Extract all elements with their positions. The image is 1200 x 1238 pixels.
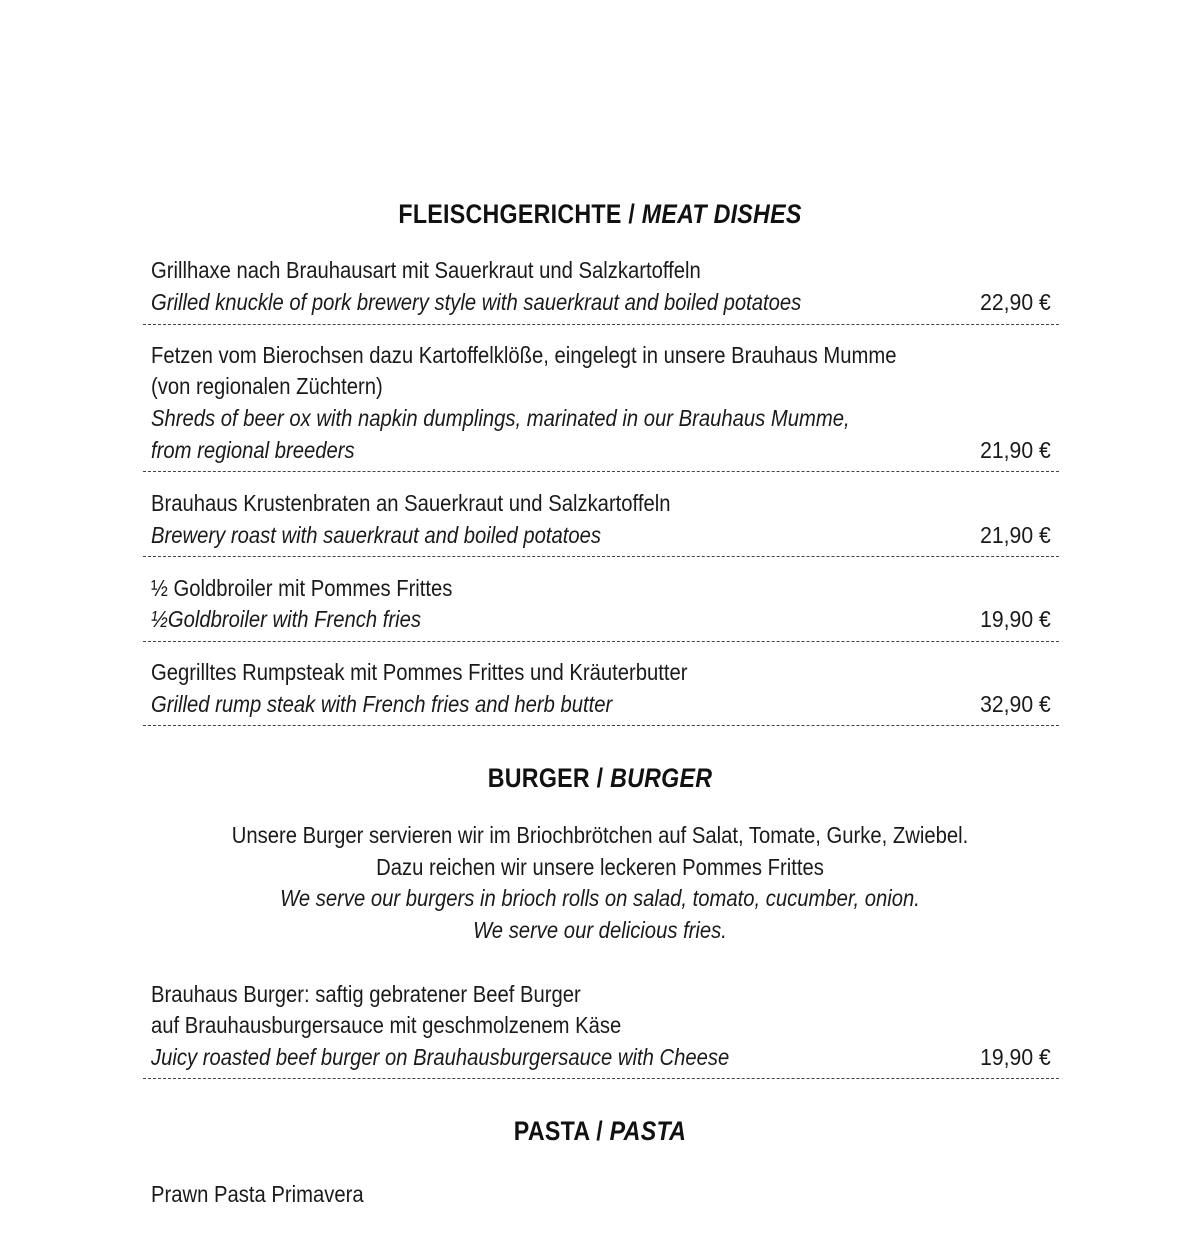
item-name-en: Brewery roast with sauerkraut and boiled potatoes <box>151 522 602 548</box>
item-price: 32,90 € <box>980 691 1051 717</box>
item-name-en: Shreds of beer ox with napkin dumplings, marinated in our Brauhaus Mumme, <box>151 405 850 431</box>
menu-item-grillhaxe <box>143 254 1059 325</box>
section-title-de: FLEISCHGERICHTE <box>398 199 622 229</box>
item-name-de: Grillhaxe nach Brauhausart mit Sauerkraut und Salzkartoffeln <box>151 257 701 283</box>
item-price: 19,90 € <box>980 606 1051 632</box>
item-name-de: auf Brauhausburgersauce mit geschmolzenem Käse <box>151 1012 622 1038</box>
section-title-meat-dishes <box>84 199 1116 230</box>
section-title-en: BURGER <box>610 763 713 793</box>
item-price: 22,90 € <box>980 289 1051 315</box>
item-price: 21,90 € <box>980 522 1051 548</box>
item-name-de: Brauhaus Burger: saftig gebratener Beef Burger <box>151 981 581 1007</box>
burger-intro-de: Unsere Burger servieren wir im Briochbrötchen auf Salat, Tomate, Gurke, Zwiebel. <box>231 822 969 848</box>
item-name-en: Grilled knuckle of pork brewery style with sauerkraut and boiled potatoes <box>151 289 802 315</box>
item-name-de: Gegrilltes Rumpsteak mit Pommes Frittes und Kräuterbutter <box>151 659 688 685</box>
menu-item-bierochsen <box>143 339 1059 472</box>
item-name-en: ½Goldbroiler with French fries <box>151 606 421 632</box>
burger-intro-de: Dazu reichen wir unsere leckeren Pommes Frittes <box>376 853 824 880</box>
menu-item-goldbroiler <box>143 572 1059 642</box>
section-title-burger <box>84 763 1116 794</box>
burger-intro-en: We serve our burgers in brioch rolls on salad, tomato, cucumber, onion. <box>280 885 920 911</box>
item-name-en: from regional breeders <box>151 437 355 463</box>
menu-item-rumpsteak <box>143 656 1059 726</box>
item-name-de: Fetzen vom Bierochsen dazu Kartoffelklöße, eingelegt in unsere Brauhaus Mumme <box>151 342 897 368</box>
section-title-de: PASTA <box>513 1116 590 1146</box>
section-title-separator: / <box>596 763 604 793</box>
section-title-pasta <box>84 1116 1116 1147</box>
item-name-en: Juicy roasted beef burger on Brauhausburgersauce with Cheese <box>151 1044 730 1070</box>
item-name-de: Brauhaus Krustenbraten an Sauerkraut und Salzkartoffeln <box>151 490 671 516</box>
section-title-de: BURGER <box>487 763 590 793</box>
menu-item-krustenbraten <box>143 487 1059 557</box>
section-title-en: MEAT DISHES <box>641 199 802 229</box>
section-title-separator: / <box>628 199 636 229</box>
item-name-de: Prawn Pasta Primavera <box>151 1181 364 1207</box>
burger-intro-en: We serve our delicious fries. <box>473 916 727 943</box>
item-price: 19,90 € <box>980 1044 1051 1070</box>
item-price: 21,90 € <box>980 437 1051 463</box>
item-name-de: (von regionalen Züchtern) <box>151 373 383 399</box>
item-name-de: ½ Goldbroiler mit Pommes Frittes <box>151 575 453 601</box>
item-name-en: Grilled rump steak with French fries and herb butter <box>151 691 613 717</box>
burger-intro <box>0 820 1200 946</box>
menu-item-prawn-pasta <box>143 1178 1059 1238</box>
section-title-separator: / <box>596 1116 603 1146</box>
section-title-en: PASTA <box>609 1116 687 1146</box>
menu-item-brauhaus-burger <box>143 978 1059 1079</box>
